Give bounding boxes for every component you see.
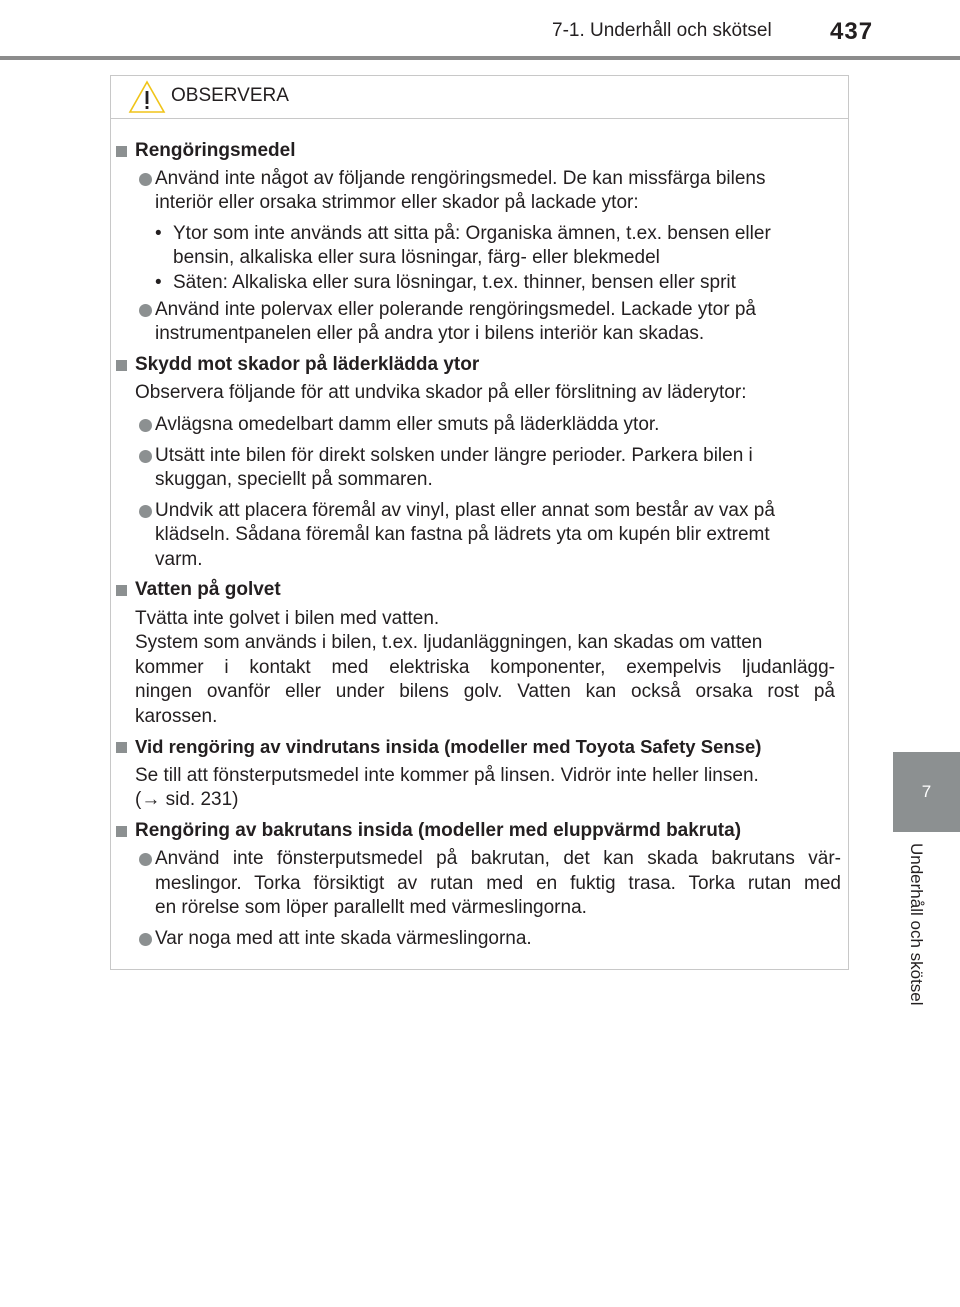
circle-bullet-icon (139, 419, 152, 432)
header-section-title: 7-1. Underhåll och skötsel (552, 20, 772, 41)
circle-bullet-icon (139, 853, 152, 866)
square-bullet-icon (116, 585, 127, 596)
square-bullet-icon (116, 742, 127, 753)
notice-box: OBSERVERA Rengöringsmedel Använd inte något av följande rengöringsmedel. De kan missfärga bilens interiör eller orsaka strimmor eller skador på lackade ytor: • Ytor som inte används att sitta på: Organiska ämnen, t.ex. bensen eller bensin, alkaliska eller sura lösningar, färg- eller blekmedel • Säten: Alkaliska eller sura lösningar, t.ex. thinner, bensen eller sprit Använd inte polervax eller polerande rengöringsmedel. Lackade ytor på instrumentpanelen eller på andra ytor i bilens interiör kan skadas. Skydd mot skador på läderklädda ytor Observera följande för att undvika skador på eller förslitning av läderytor: Avlägsna omedelbart damm eller smuts på läderklädda ytor. Utsätt inte bilen för direkt solsken under längre perioder. Parkera bilen i skuggan, speciellt på sommaren. Undvik att placera föremål av vinyl, plast eller annat som består av vax på klädseln. Sådana föremål kan fastna på lädrets yta om kupén blir extremt varm. Vatten på golvet Tvätta inte golvet i bilen med vatten. System som används i bilen, t.ex. ljudanläggningen, kan skadas om vatten kommer i kontakt med elektriska komponenter, exempelvis ljudanlägg- ningen ovanför eller under bilens golv. Vatten kan också orsaka rost på karossen. Vid rengöring av vindrutans insida (modeller med Toyota Safety Sense) Se till att fönsterputsmedel inte kommer på linsen. Vidrör inte heller linsen. (→ sid. 231) Rengöring av bakrutans insida (modeller med eluppvärmd bakruta) Använd inte fönsterputsmedel på bakrutan, det kan skada bakrutans vär- meslingor. Torka försiktigt av rutan med en fuktig trasa. Torka rutan med en rörelse som löper parallellt med värmeslingorna. Var noga med att inte skada värmeslingorna. (110, 75, 849, 970)
notice-title: OBSERVERA (171, 85, 289, 106)
circle-bullet-icon (139, 450, 152, 463)
circle-bullet-icon (139, 505, 152, 518)
header-divider (0, 56, 960, 60)
chapter-tab (893, 752, 960, 832)
circle-bullet-icon (139, 933, 152, 946)
circle-bullet-icon (139, 304, 152, 317)
chapter-number: 7 (921, 782, 932, 801)
circle-bullet-icon (139, 173, 152, 186)
small-bullet-icon: • (155, 223, 162, 244)
square-bullet-icon (116, 360, 127, 371)
square-bullet-icon (116, 146, 127, 157)
page-number: 437 (830, 18, 874, 45)
small-bullet-icon: • (155, 272, 162, 293)
square-bullet-icon (116, 826, 127, 837)
warning-triangle-icon (128, 80, 166, 114)
chapter-label: Underhåll och skötsel (907, 843, 926, 1006)
notice-header (111, 76, 848, 119)
